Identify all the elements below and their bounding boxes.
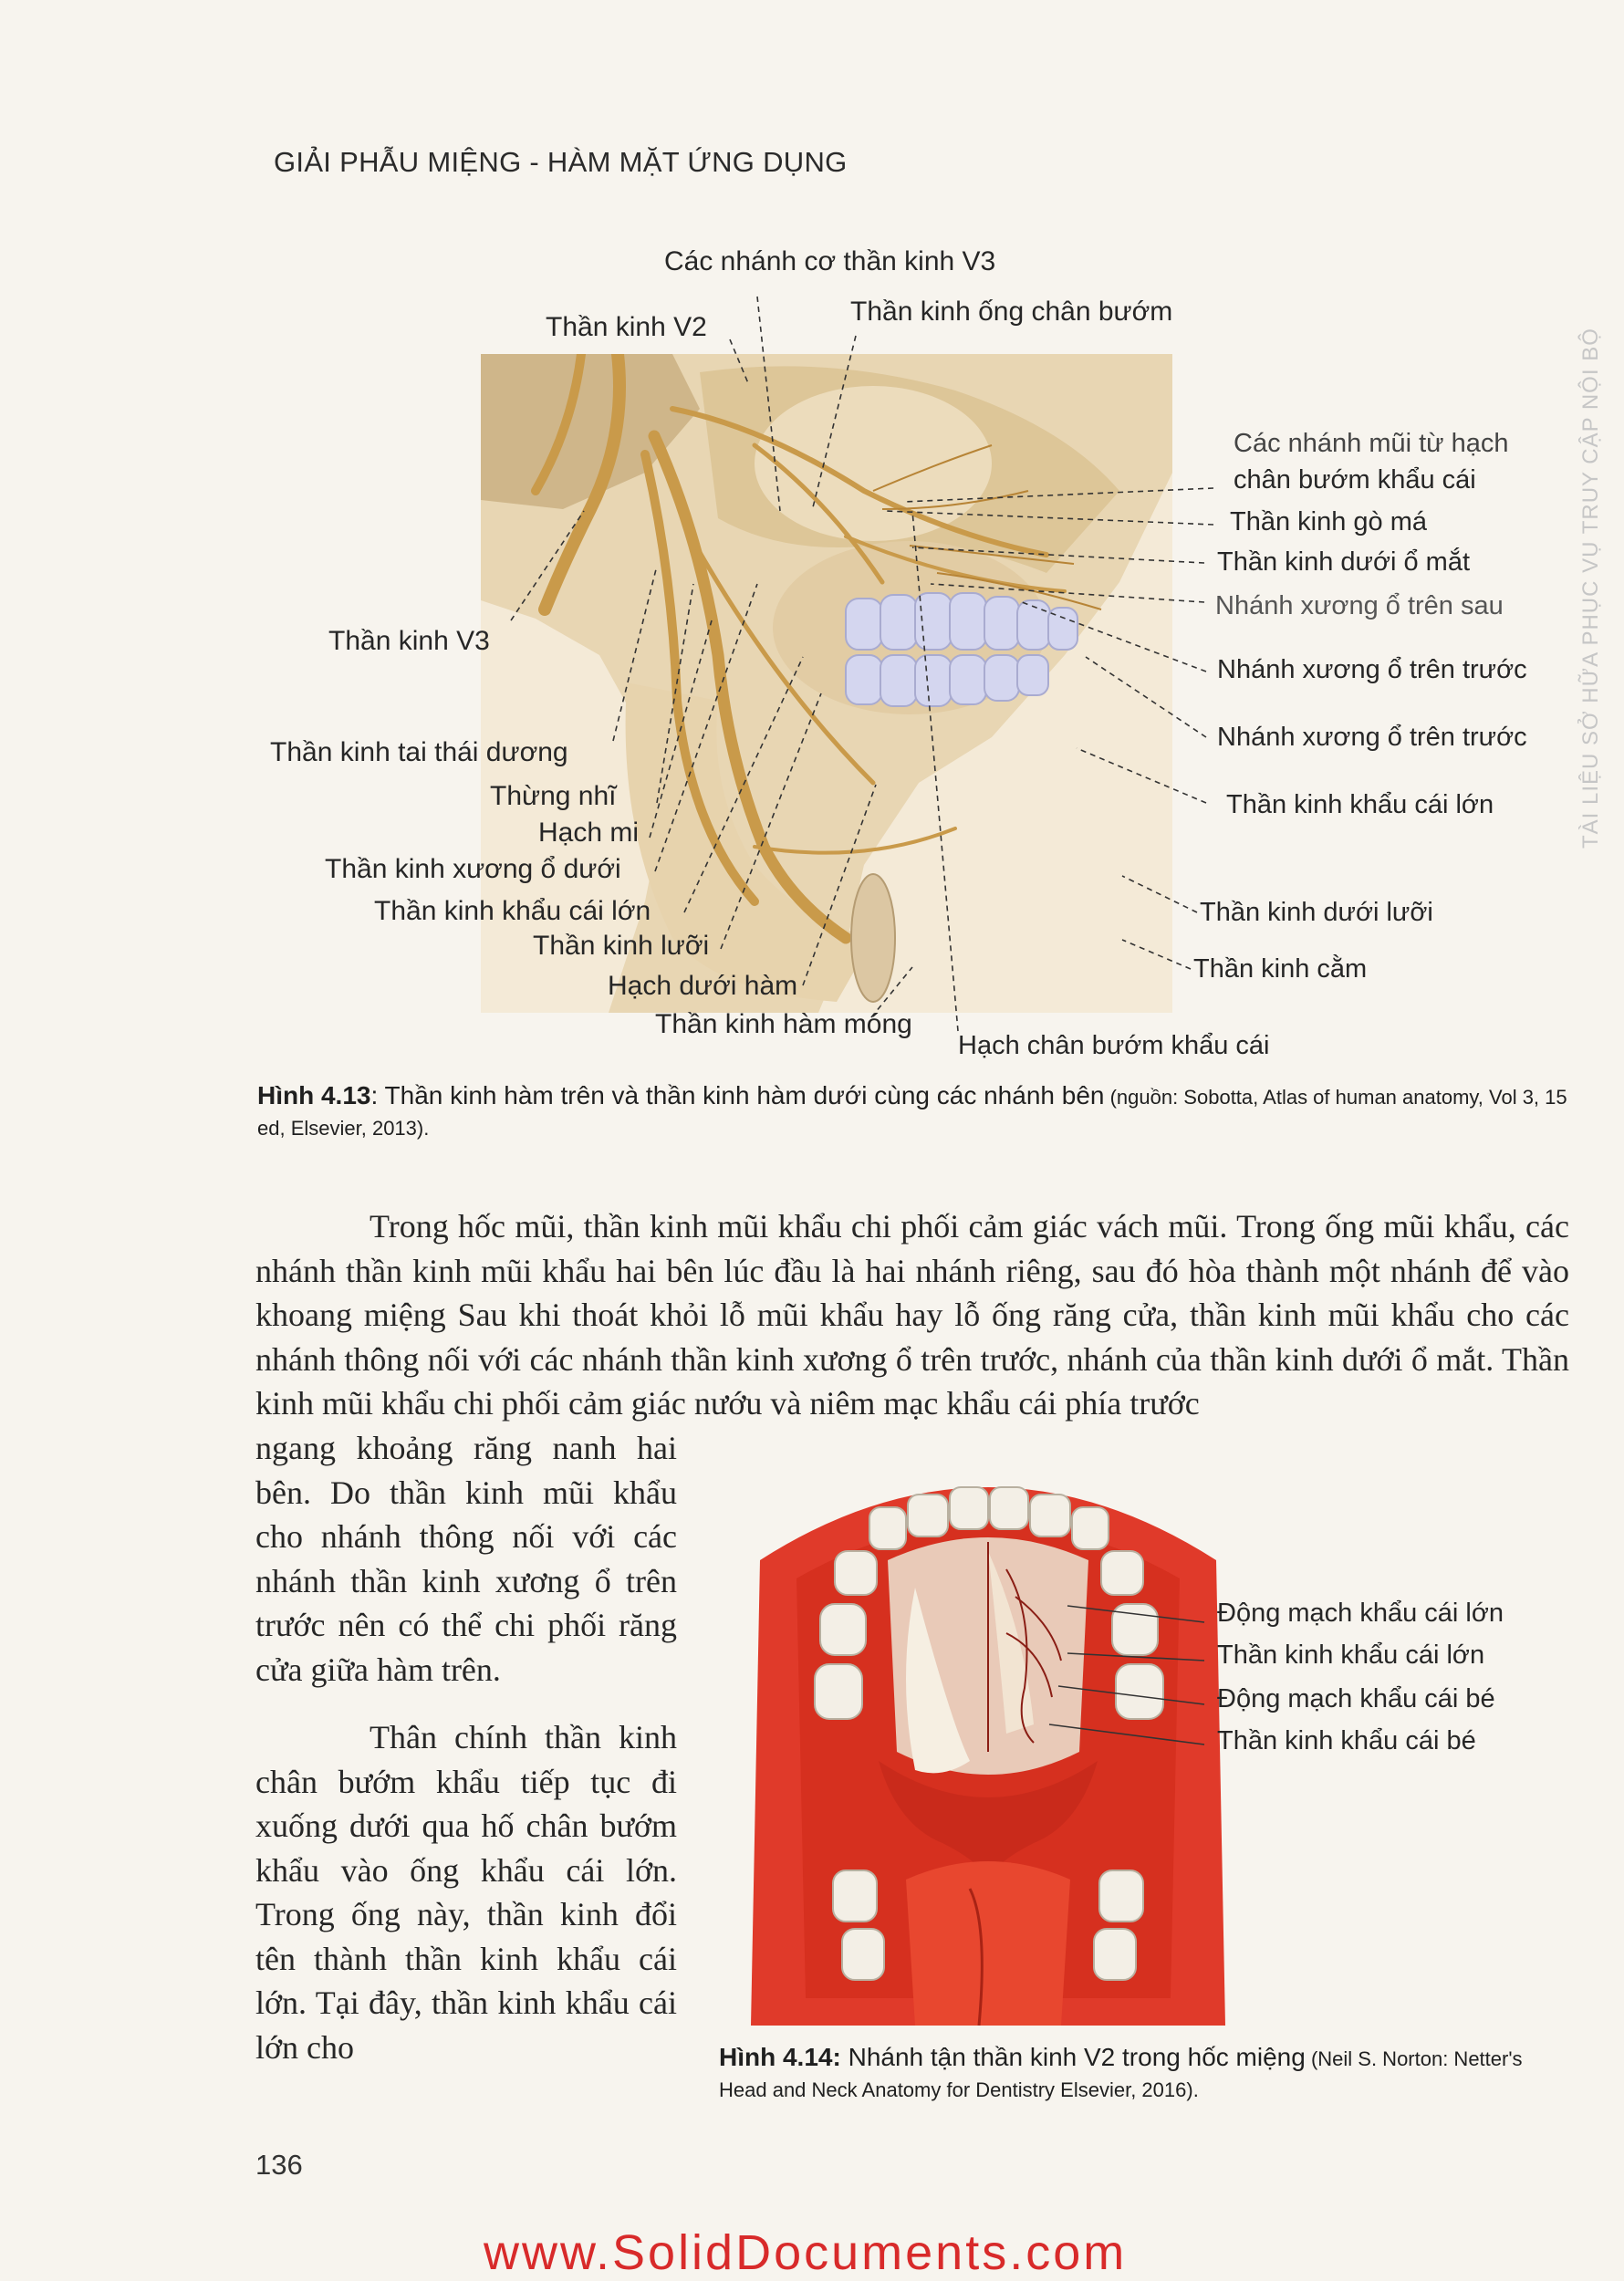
label-inf-alveolar: Thần kinh xương ổ dưới: [325, 854, 621, 884]
figure-4-14-caption-label: Hình 4.14:: [719, 2043, 841, 2071]
label-mental: Thần kinh cằm: [1193, 954, 1368, 984]
label-mylohyoid: Thần kinh hàm móng: [655, 1009, 912, 1039]
figure-4-13-caption-source: (nguồn: Sobotta, Atlas of human anatomy, Vol 3, 15 ed, Elsevier, 2013).: [257, 1086, 1567, 1140]
label-pterygoid-canal: Thần kinh ống chân bướm: [850, 297, 1173, 327]
label-nasal-branches-line1: Các nhánh mũi từ hạch: [1234, 429, 1509, 458]
label-ant-sup-alveolar-2: Nhánh xương ổ trên trước: [1217, 723, 1527, 752]
label-lesser-palatine-artery: Động mạch khẩu cái bé: [1217, 1684, 1495, 1713]
label-lingual: Thần kinh lưỡi: [533, 931, 710, 961]
label-zygomatic: Thần kinh gò má: [1230, 507, 1428, 536]
figure-4-14-caption-text: Nhánh tận thần kinh V2 trong hốc miệng: [840, 2043, 1306, 2071]
label-sublingual-nerve: Thần kinh dưới lưỡi: [1200, 898, 1433, 927]
label-nasal-branches-line2: chân bướm khẩu cái: [1234, 465, 1476, 495]
label-auriculotemporal: Thần kinh tai thái dương: [270, 737, 568, 767]
running-header: GIẢI PHẪU MIỆNG - HÀM MẶT ỨNG DỤNG: [274, 146, 848, 178]
body-paragraph-2-text: ngang khoảng răng nanh hai bên. Do thần kinh mũi khẩu cho nhánh thông nối với các nhánh thần kinh xương ổ trên trước nên có thể chi phối răng cửa giữa hàm trên.: [255, 1430, 677, 1688]
figure-4-14-caption: [719, 2042, 1567, 2103]
label-lesser-palatine-nerve: Thần kinh khẩu cái bé: [1217, 1726, 1476, 1755]
label-v3-muscle-branches: Các nhánh cơ thần kinh V3: [664, 246, 996, 276]
label-ant-sup-alveolar-1: Nhánh xương ổ trên trước: [1217, 655, 1527, 684]
figure-4-13-caption-text: : Thần kinh hàm trên và thần kinh hàm dưới cùng các nhánh bên: [370, 1081, 1105, 1109]
label-ciliary-ganglion: Hạch mi: [538, 818, 640, 848]
body-paragraph-1-text: Trong hốc mũi, thần kinh mũi khẩu chi phối cảm giác vách mũi. Trong ống mũi khẩu, các nhánh thần kinh mũi khẩu hai bên lúc đầu là hai nhánh riêng, sau đó hòa thành một nhánh để vào khoang miệng Sau khi thoát khỏi lỗ mũi khẩu hay lỗ ống răng cửa, thần kinh mũi khẩu cho các nhánh thông nối với các nhánh thần kinh xương ổ trên trước, nhánh của thần kinh dưới ổ mắt. Thần kinh mũi khẩu chi phối cảm giác nướu và niêm mạc khẩu cái phía trước: [255, 1208, 1569, 1422]
figure-4-14-caption-source: (Neil S. Norton: Netter's Head and Neck Anatomy for Dentistry Elsevier, 2016).: [719, 2047, 1523, 2101]
label-pterygopalatine-ganglion: Hạch chân bướm khẩu cái: [958, 1031, 1270, 1060]
body-paragraph-3-text: Thân chính thần kinh chân bướm khẩu tiếp tục đi xuống dưới qua hố chân bướm khẩu vào ống khẩu cái lớn. Trong ống này, thần kinh đổi tên thành thần kinh khẩu cái lớn. Tại đây, thần kinh khẩu cái lớn cho: [255, 1719, 677, 2066]
figure-4-13-caption-label: Hình 4.13: [257, 1081, 371, 1109]
label-post-sup-alveolar: Nhánh xương ổ trên sau: [1215, 591, 1504, 620]
label-greater-palatine-artery: Động mạch khẩu cái lớn: [1217, 1599, 1504, 1628]
label-greater-palatine-right: Thần kinh khẩu cái lớn: [1226, 790, 1494, 819]
label-v3: Thần kinh V3: [328, 626, 490, 656]
label-chorda-tympani: Thừng nhĩ: [490, 781, 617, 811]
label-submandibular-ganglion: Hạch dưới hàm: [608, 971, 798, 1001]
side-watermark: TÀI LIỆU SỞ HỮA PHỤC VỤ TRUY CẬP NỘI BỘ: [1578, 328, 1603, 849]
label-greater-palatine-left: Thần kinh khẩu cái lớn: [374, 896, 651, 926]
label-greater-palatine-nerve: Thần kinh khẩu cái lớn: [1217, 1640, 1485, 1670]
footer-url: www.SolidDocuments.com: [484, 2225, 1128, 2280]
label-v2: Thần kinh V2: [546, 312, 707, 342]
page-number: 136: [255, 2149, 303, 2181]
label-infraorbital: Thần kinh dưới ổ mắt: [1217, 547, 1471, 577]
